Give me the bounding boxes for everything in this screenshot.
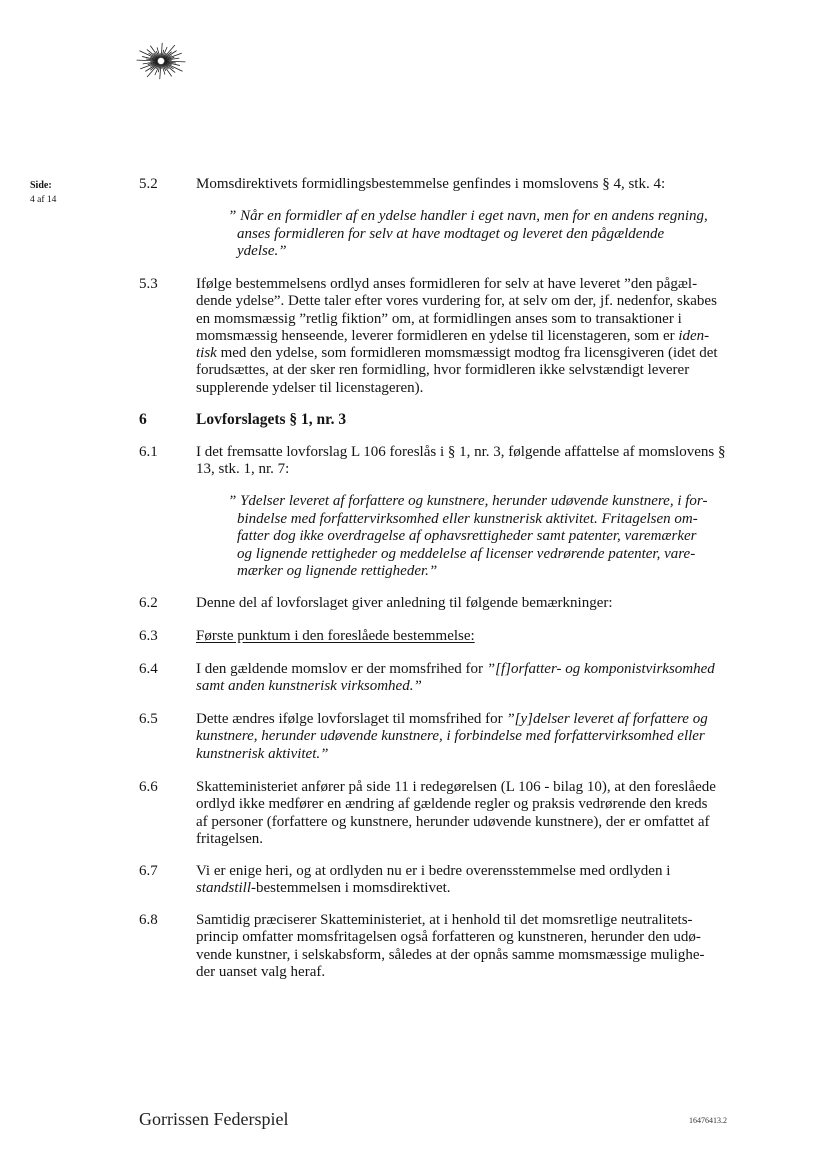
paragraph-number: 6.1 — [139, 444, 158, 460]
block-quote — [228, 208, 708, 261]
paragraph-number: 5.3 — [139, 276, 158, 292]
text-line: ” Ydelser leveret af forfattere og kunstnere, herunder udøvende kunstnere, i for- — [228, 493, 708, 509]
text-line: fritagelsen. — [196, 830, 264, 847]
text-line — [196, 711, 708, 728]
text-line — [196, 880, 670, 897]
paragraph-text — [196, 444, 725, 479]
text-line: anses formidleren for selv at have modtaget og leveret den pågældende — [237, 225, 665, 242]
paragraph-text — [196, 661, 715, 696]
text-line: Samtidig præciserer Skatteministeriet, at i henhold til det momsretlige neutralitets- — [196, 912, 693, 928]
paragraph-text — [196, 912, 704, 981]
text-line: forudsættes, at der sker ren formidling, hvor formidleren ikke selvstændigt leverer — [196, 362, 690, 379]
paragraph-text — [196, 595, 613, 612]
footer-document-number: 16476413.2 — [689, 1116, 727, 1125]
italic-segment: ”[y]delser leveret af forfattere og — [506, 711, 708, 727]
paragraph-number: 5.2 — [139, 176, 158, 192]
text-line: af personer (forfattere og kunstnere, herunder udøvende kunstnere), der er omfattet af — [196, 813, 710, 830]
paragraph-text — [196, 628, 475, 645]
starburst-ray — [161, 64, 162, 68]
text-line: ” Når en formidler af en ydelse handler i eget navn, men for en andens regning, — [228, 208, 708, 224]
italic-segment: standstill — [196, 880, 252, 897]
text-line: ydelse.” — [237, 243, 287, 259]
text-segment: med den ydelse, som formidleren momsmæssigt modtog fra licensgiveren (idet det — [216, 345, 718, 361]
text-line: 13, stk. 1, nr. 7: — [196, 461, 290, 478]
paragraph-text — [196, 276, 718, 397]
text-line: kunstnere, herunder udøvende kunstnere, i forbindelse med forfattervirksomhed eller — [196, 728, 705, 745]
page-indicator: 4 af 14 — [30, 195, 57, 205]
paragraph-number: 6.6 — [139, 779, 158, 795]
text-line: ordlyd ikke medfører en ændring af gældende regler og praksis vedrørende den kreds — [196, 796, 708, 813]
text-line: princip omfatter momsfritagelsen også forfatteren og kunstneren, herunder den udø- — [196, 929, 701, 946]
text-line: Skatteministeriet anfører på side 11 i redegørelsen (L 106 - bilag 10), at den foreslåede — [196, 779, 716, 795]
text-line — [196, 328, 718, 345]
text-segment: -bestemmelsen i momsdirektivet. — [251, 880, 451, 897]
paragraph-number: 6.2 — [139, 595, 158, 611]
paragraph-number: 6.7 — [139, 863, 158, 879]
text-line: der uanset valg heraf. — [196, 963, 326, 980]
text-line: I det fremsatte lovforslag L 106 foreslås i § 1, nr. 3, følgende affattelse af momslovens § — [196, 444, 726, 460]
text-line: vende kunstner, i selskabsform, således at der opnås samme momsmæssige mulighe- — [196, 946, 705, 963]
text-line: supplerende ydelser til licenstageren). — [196, 379, 424, 396]
block-quote — [228, 493, 708, 581]
text-line: mærker og lignende rettigheder.” — [237, 563, 438, 579]
text-line: Vi er enige heri, og at ordlyden nu er i bedre overensstemmelse med ordlyden i — [196, 863, 671, 879]
paragraph-text — [196, 176, 665, 193]
section-title: Lovforslagets § 1, nr. 3 — [196, 411, 347, 428]
text-line: fatter dog ikke overdragelse af ophavsrettigheder samt patenter, varemærker — [237, 528, 697, 544]
text-line: Denne del af lovforslaget giver anledning til følgende bemærkninger: — [196, 595, 613, 611]
text-line — [196, 661, 715, 678]
paragraph-text — [196, 779, 716, 848]
text-line: en momsmæssig ”retlig fiktion” om, at formidlingen anses som to transaktioner i — [196, 310, 682, 327]
text-line: bindelse med forfattervirksomhed eller kunstnerisk aktivitet. Fritagelsen om- — [237, 510, 698, 527]
text-line: dende ydelse”. Dette taler efter vores vurdering for, at selv om der, jf. nedenfor, skabes — [196, 293, 717, 310]
paragraph-text — [196, 711, 708, 763]
paragraph-number: 6.8 — [139, 912, 158, 928]
text-line: Momsdirektivets formidlingsbestemmelse genfindes i momslovens § 4, stk. 4: — [196, 176, 666, 192]
text-line: kunstnerisk aktivitet.” — [196, 745, 329, 762]
starburst-ray — [160, 53, 161, 57]
underlined-subheading: Første punktum i den foreslåede bestemmelse: — [196, 628, 475, 644]
logo-center — [158, 58, 165, 65]
starburst-logo-icon — [133, 38, 189, 84]
paragraph-number: 6.3 — [139, 628, 158, 644]
paragraph-number: 6.5 — [139, 711, 158, 727]
paragraph-number: 6.4 — [139, 661, 158, 677]
italic-segment: iden- — [678, 327, 710, 344]
text-line: Ifølge bestemmelsens ordlyd anses formidleren for selv at have leveret ”den pågæl- — [196, 276, 698, 292]
italic-segment: ”[f]orfatter- og komponistvirksomhed — [486, 661, 715, 677]
text-segment: Dette ændres ifølge lovforslaget til momsfrihed for — [196, 711, 507, 727]
side-label: Side: — [30, 180, 52, 191]
footer-firm-name: Gorrissen Federspiel — [139, 1109, 289, 1129]
text-segment: momsmæssig henseende, leverer formidleren en ydelse til licenstageren, som er — [196, 327, 679, 344]
paragraph-text — [196, 863, 670, 898]
text-line — [196, 345, 718, 362]
section-number: 6 — [139, 411, 147, 428]
text-line: samt anden kunstnerisk virksomhed.” — [196, 678, 422, 695]
text-line — [196, 628, 475, 645]
text-line: og lignende rettigheder og meddelelse af licenser vedrørende patenter, vare- — [237, 545, 696, 562]
text-segment: I den gældende momslov er der momsfrihed for — [196, 661, 487, 677]
italic-segment: tisk — [196, 345, 217, 361]
